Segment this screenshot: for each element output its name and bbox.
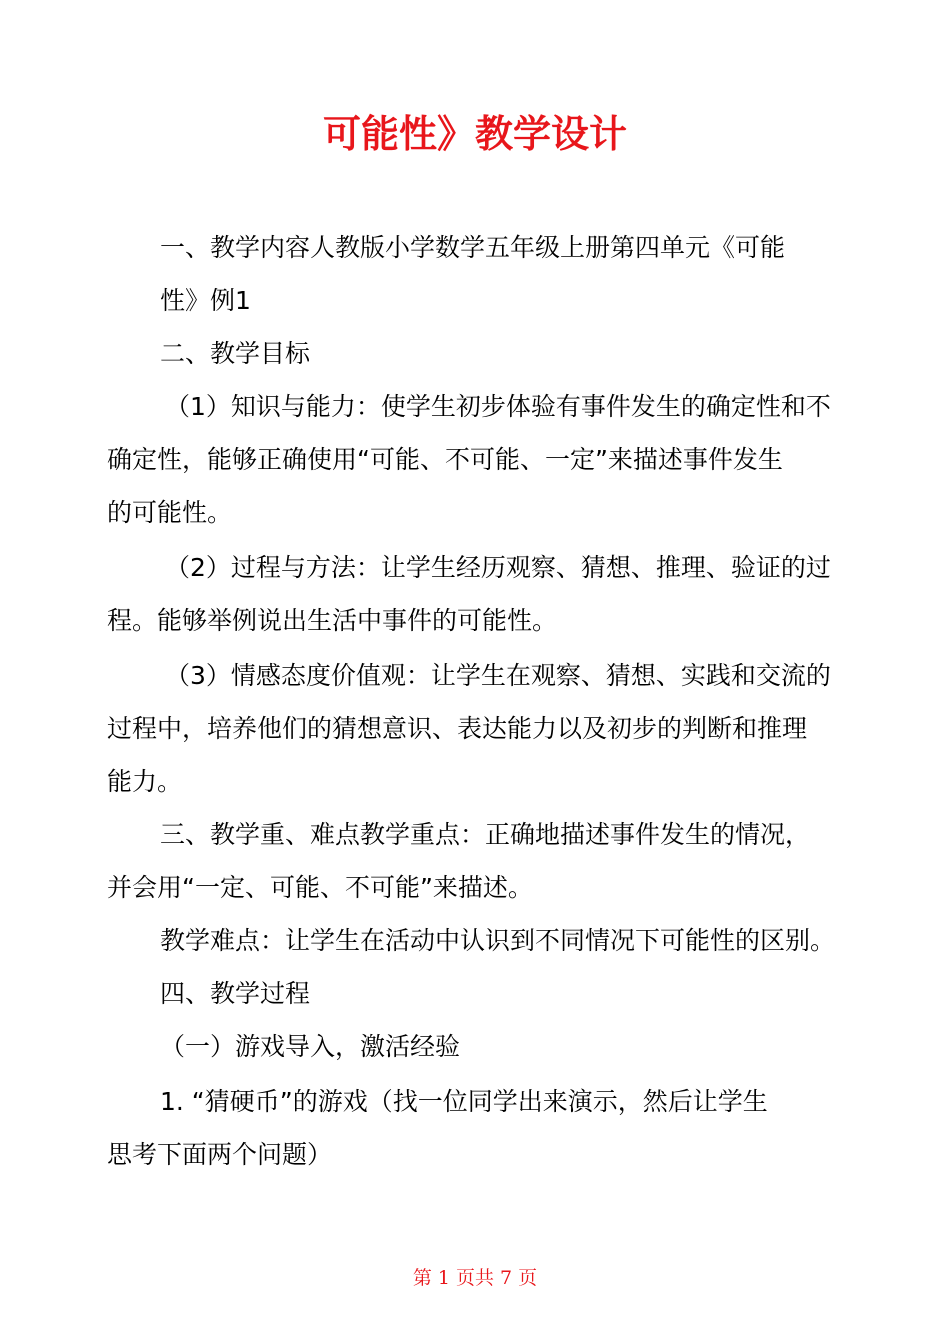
document-title: 可能性》教学设计	[322, 111, 627, 156]
section-heading: 三、教学重、难点教学重点：正确地描述事件发生的情况，	[160, 820, 811, 849]
body-line: （3）情感态度价值观：让学生在观察、猜想、实践和交流的	[165, 661, 831, 690]
body-line: 教学难点：让学生在活动中认识到不同情况下可能性的区别。	[160, 926, 836, 955]
body-line: （1）知识与能力：使学生初步体验有事件发生的确定性和不	[165, 392, 831, 421]
body-line: 1. “猜硬币”的游戏（找一位同学出来演示，然后让学生	[160, 1087, 768, 1116]
body-line: 能力。	[107, 767, 183, 796]
body-line: 确定性，能够正确使用“可能、不可能、一定”来描述事件发生	[107, 445, 783, 474]
subsection-heading: （一）游戏导入，激活经验	[160, 1032, 461, 1061]
section-heading: 四、教学过程	[160, 979, 311, 1008]
body-line: 的可能性。	[107, 498, 233, 527]
body-line: 性》例1	[160, 286, 251, 315]
body-line: 程。能够举例说出生活中事件的可能性。	[107, 606, 558, 635]
body-line: 思考下面两个问题）	[107, 1140, 333, 1169]
body-line: （2）过程与方法：让学生经历观察、猜想、推理、验证的过	[165, 553, 831, 582]
body-line: 过程中，培养他们的猜想意识、表达能力以及初步的判断和推理	[107, 714, 808, 743]
body-line: 一、教学内容人教版小学数学五年级上册第四单元《可能	[160, 233, 786, 262]
body-line: 并会用“一定、可能、不可能”来描述。	[107, 873, 533, 902]
page-footer: 第 1 页共 7 页	[412, 1267, 538, 1289]
section-heading: 二、教学目标	[160, 339, 311, 368]
